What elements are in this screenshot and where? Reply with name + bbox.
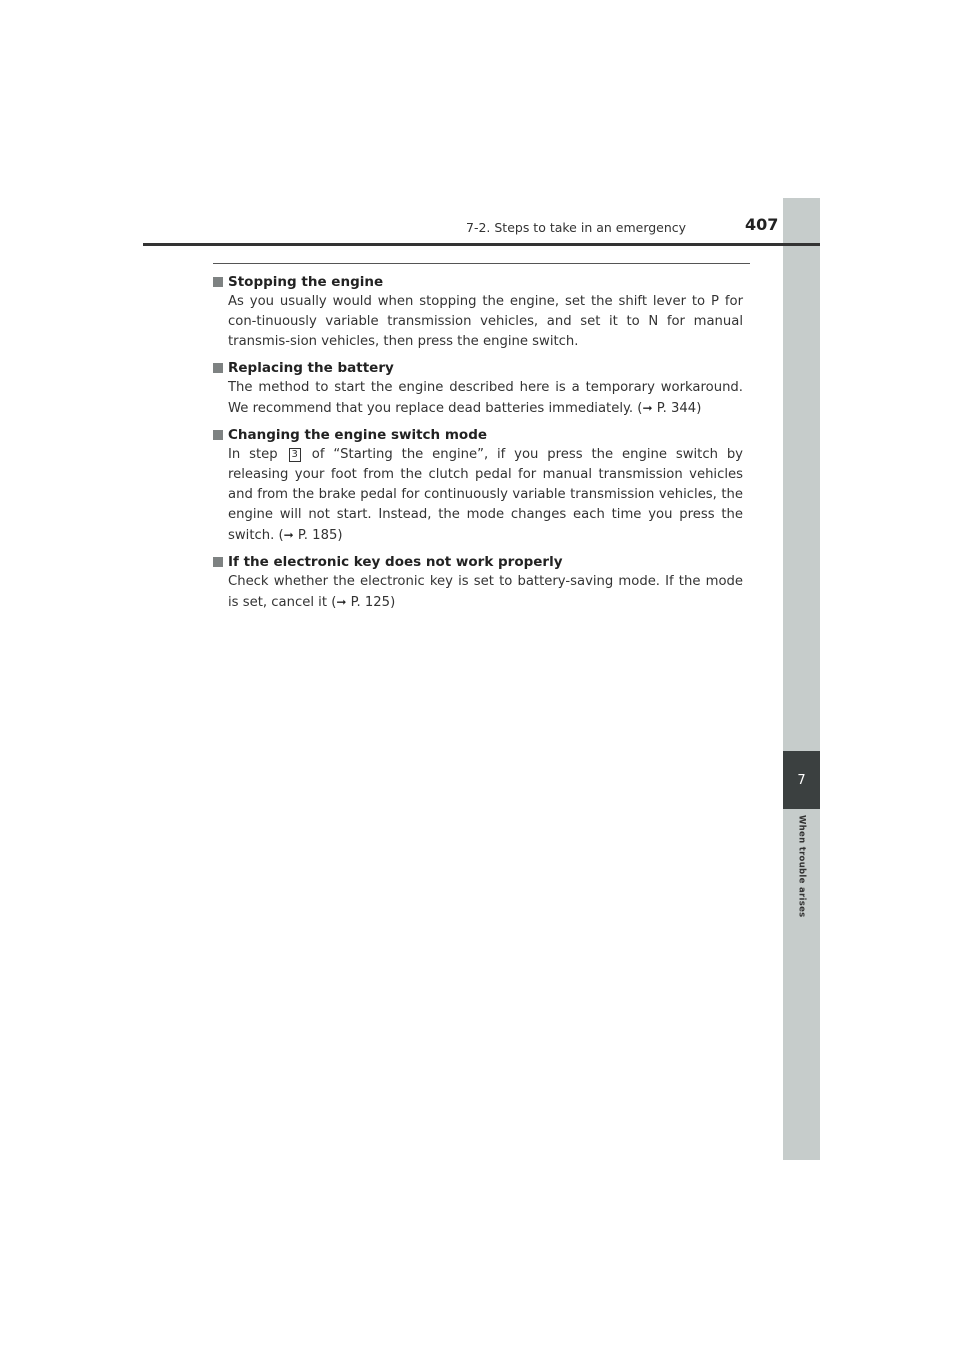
section-title	[213, 552, 743, 572]
body-text-end: )	[696, 401, 702, 416]
body-text-end: )	[390, 595, 396, 610]
arrow-right-icon: ➞	[336, 595, 347, 609]
section-body: As you usually would when stopping the engine, set the shift lever to P for con-tinuously variable transmission vehicles, and set it to N for manual transmis-sion vehicles, then press the engine switch.	[228, 294, 743, 349]
section-engine-switch-mode	[213, 425, 743, 546]
section-electronic-key	[213, 552, 743, 613]
body-text: The method to start the engine described here is a temporary workaround. We recommend that you replace dead batteries immediately. (	[228, 380, 743, 416]
step-number-badge: 3	[289, 448, 301, 462]
square-bullet-icon	[213, 430, 223, 440]
section-title-text: If the electronic key does not work properly	[228, 554, 563, 570]
arrow-right-icon: ➞	[283, 528, 294, 542]
page-reference-link[interactable]: P. 344	[656, 401, 697, 416]
square-bullet-icon	[213, 277, 223, 287]
running-header-title: 7-2. Steps to take in an emergency	[466, 220, 687, 235]
body-text: Check whether the electronic key is set to battery-saving mode. If the mode is set, cancel it (	[228, 574, 743, 610]
chapter-number: 7	[797, 772, 806, 788]
page-reference-link[interactable]: P. 125	[350, 595, 391, 610]
square-bullet-icon	[213, 557, 223, 567]
page-number: 407	[745, 215, 779, 234]
page-content	[213, 272, 743, 619]
section-title-text: Changing the engine switch mode	[228, 427, 488, 443]
chapter-number-block	[783, 751, 820, 809]
section-stopping-engine	[213, 272, 743, 352]
section-title-text: Replacing the battery	[228, 360, 394, 376]
section-body	[213, 378, 743, 419]
header-rule	[143, 243, 820, 246]
chapter-title-vertical	[783, 815, 820, 935]
section-title	[213, 272, 743, 292]
section-body	[213, 572, 743, 613]
section-title	[213, 425, 743, 445]
section-body	[213, 445, 743, 546]
body-text: In step	[228, 447, 278, 462]
section-replacing-battery	[213, 358, 743, 419]
body-text-end: )	[337, 528, 343, 543]
chapter-title: When trouble arises	[796, 815, 807, 918]
content-rule	[213, 263, 750, 264]
page-reference-link[interactable]: P. 185	[297, 528, 338, 543]
section-title	[213, 358, 743, 378]
body-text: of “Starting the engine”, if you press the engine switch by releasing your foot from the clutch pedal for manual transmission vehicles and from the brake pedal for continuously variable transmission vehicles, the engine will not start. Instead, the mode changes each time you press the switch. (	[228, 447, 743, 543]
arrow-right-icon: ➞	[642, 401, 653, 415]
section-title-text: Stopping the engine	[228, 274, 384, 290]
square-bullet-icon	[213, 363, 223, 373]
chapter-thumb-tab	[783, 198, 820, 1160]
